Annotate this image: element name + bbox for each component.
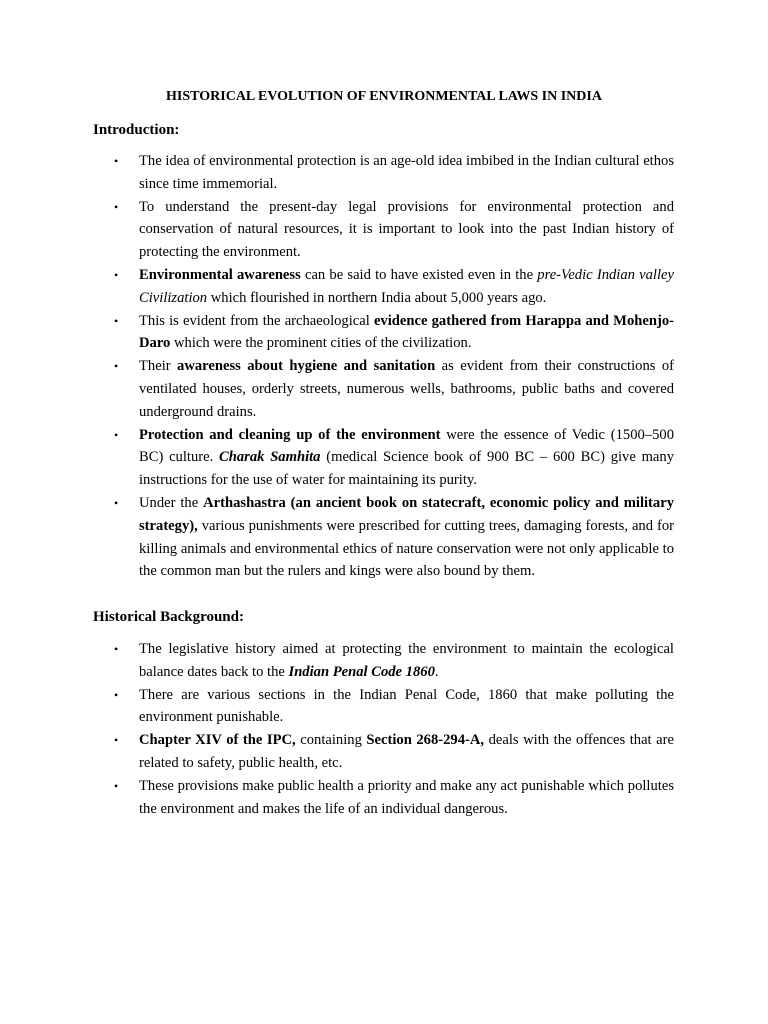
bullet-text-segment: can be said to have existed even in the — [300, 266, 538, 283]
bullet-item — [0, 492, 768, 583]
document-title: HISTORICAL EVOLUTION OF ENVIRONMENTAL LAWS IN INDIA — [166, 89, 602, 104]
bullet-list-historical-background — [0, 638, 768, 820]
bullet-dot-icon: • — [114, 495, 119, 510]
bullet-text-segment: Charak Samhita — [219, 449, 321, 466]
section-heading-introduction: Introduction: — [93, 122, 180, 138]
bullet-item — [0, 729, 768, 775]
bullet-item — [0, 355, 768, 423]
bullet-text-segment: Chapter XIV of the IPC, — [139, 732, 296, 749]
bullet-list-introduction — [0, 150, 768, 583]
bullet-text-segment: . — [434, 663, 439, 680]
bullet-text-segment: awareness about hygiene and sanitation — [177, 358, 436, 375]
bullet-dot-icon: • — [114, 199, 119, 214]
bullet-text-segment: Protection and cleaning up of the environment — [139, 426, 441, 443]
bullet-dot-icon: • — [114, 642, 119, 656]
bullet-text-segment: which flourished in northern India about 5,000 years ago. — [207, 289, 547, 306]
bullet-dot-icon: • — [114, 733, 119, 748]
section-heading-historical-background: Historical Background: — [93, 609, 244, 625]
bullet-item — [0, 264, 768, 310]
bullet-item — [0, 424, 768, 492]
bullet-text-segment: evidence gathered from Harappa and Mohenjo-Daro — [139, 312, 674, 352]
bullet-item — [0, 310, 768, 356]
bullet-dot-icon: • — [114, 267, 119, 282]
bullet-text-segment: containing — [295, 732, 367, 749]
bullet-text-segment: Indian Penal Code 1860 — [288, 663, 435, 680]
bullet-text-segment: To understand the present-day legal provisions for environmental protection and conservation of natural resources, it is important to look into the past Indian history of protecting the environment. — [139, 198, 674, 261]
bullet-text-segment: (medical Science book of 900 BC – 600 BC) give many instructions for the use of water for maintaining its purity. — [139, 449, 675, 489]
bullet-item — [0, 196, 768, 264]
bullet-item — [0, 150, 768, 196]
bullet-text-segment: as evident from their constructions of ventilated houses, orderly streets, numerous wells, bathrooms, public baths and covered underground drains. — [139, 358, 675, 420]
bullet-text-segment: Section 268-294-A, — [366, 732, 485, 749]
bullet-item — [0, 684, 768, 730]
bullet-text-segment: There are various sections in the Indian Penal Code, 1860 that make polluting the environment punishable. — [139, 686, 674, 726]
bullet-dot-icon: • — [114, 778, 119, 793]
bullet-dot-icon: • — [114, 687, 119, 702]
bullet-text-segment: These provisions make public health a priority and make any act punishable which pollutes the environment and makes the life of an individual dangerous. — [139, 777, 674, 817]
bullet-text-segment: pre-Vedic Indian valley Civilization — [139, 266, 674, 306]
bullet-text-segment: Their — [139, 358, 178, 375]
bullet-dot-icon: • — [114, 313, 119, 328]
bullet-dot-icon: • — [114, 154, 119, 168]
bullet-item — [0, 775, 768, 821]
bullet-text-segment: This is evident from the archaeological — [139, 312, 374, 329]
bullet-text-segment: The legislative history aimed at protecting the environment to maintain the ecological balance dates back to the — [139, 641, 674, 680]
bullet-text-segment: The idea of environmental protection is an age-old idea imbibed in the Indian cultural ethos since time immemorial. — [139, 153, 674, 192]
bullet-item — [0, 638, 768, 684]
bullet-text-segment: deals with the offences that are related to safety, public health, etc. — [139, 732, 674, 771]
bullet-text-segment: various punishments were prescribed for cutting trees, damaging forests, and for killing animals and environmental ethics of nature conservation were not only applicable to the common man but the rulers and kings were also bound by them. — [139, 517, 674, 580]
bullet-text-segment: Environmental awareness — [139, 266, 301, 283]
bullet-text-segment: Arthashastra (an ancient book on statecraft, economic policy and military strategy), — [139, 494, 674, 534]
bullet-dot-icon: • — [114, 427, 119, 442]
bullet-text-segment: which were the prominent cities of the civilization. — [170, 335, 472, 352]
bullet-text-segment: Under the — [139, 494, 204, 511]
bullet-dot-icon: • — [114, 359, 119, 374]
bullet-text-segment: were the essence of Vedic (1500–500 BC) culture. — [139, 426, 674, 466]
